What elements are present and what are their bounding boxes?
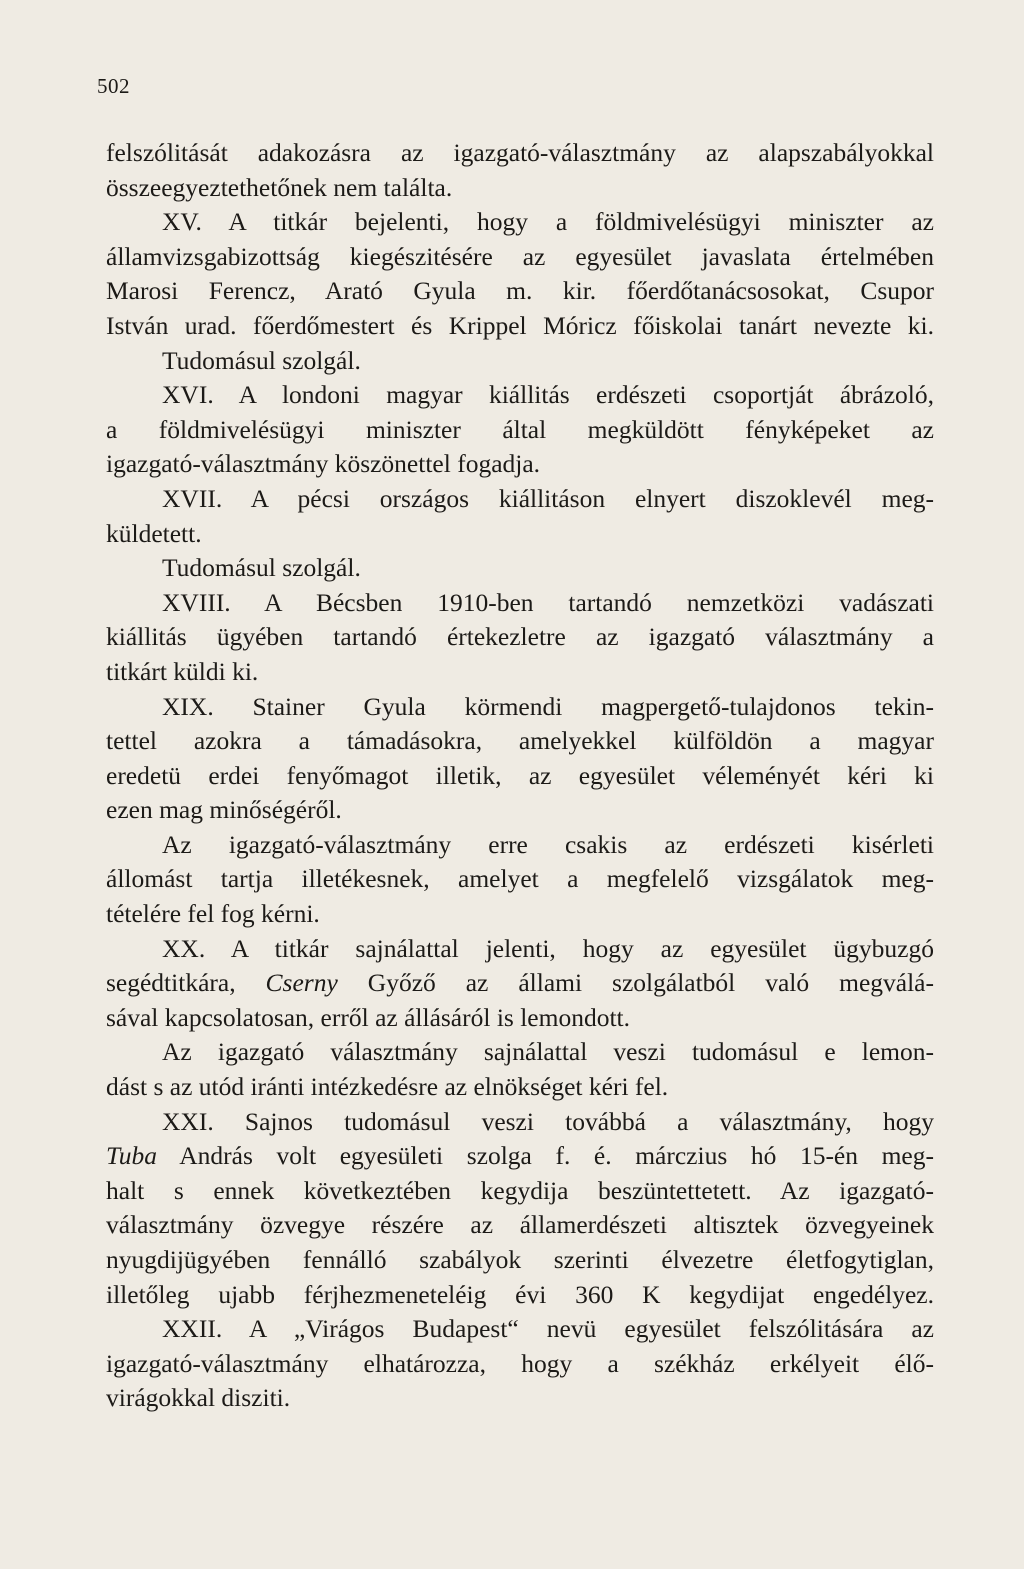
text-line: XXII. A „Virágos Budapest“ nevü egyesület felszólitására az <box>162 1314 934 1344</box>
text-line: ezen mag minőségéről. <box>106 795 342 825</box>
text-line: XVI. A londoni magyar kiállitás erdészeti csoportját ábrázoló, <box>162 380 934 410</box>
text-line: XIX. Stainer Gyula körmendi magpergető-tulajdonos tekin- <box>162 691 934 721</box>
text-line: XVIII. A Bécsben 1910-ben tartandó nemzetközi vadászati <box>162 587 934 617</box>
body-text <box>106 136 934 1416</box>
text-line: választmány özvegye részére az államerdészeti altisztek özvegyeinek <box>106 1210 934 1240</box>
text-line: XXI. Sajnos tudomásul veszi továbbá a választmány, hogy <box>162 1106 934 1136</box>
text-line: összeegyeztethetőnek nem találta. <box>106 172 453 202</box>
text-line: XVII. A pécsi országos kiállitáson elnyert diszoklevél meg- <box>162 483 934 513</box>
text-line: halt s ennek következtében kegydija beszüntettetett. Az igazgató- <box>106 1175 934 1205</box>
text-line: eredetü erdei fenyőmagot illetik, az egyesület véleményét kéri ki <box>106 760 934 790</box>
text-line: tettel azokra a támadásokra, amelyekkel külföldön a magyar <box>106 726 934 756</box>
text-line: Tuba András volt egyesületi szolga f. é. márczius hó 15-én meg- <box>106 1141 934 1171</box>
text-line: sával kapcsolatosan, erről az állásáról is lemondott. <box>106 1002 630 1032</box>
italic-name: Cserny <box>265 968 338 998</box>
text-line: nyugdijügyében fennálló szabályok szerinti élvezetre életfogytiglan, <box>106 1245 934 1274</box>
text-line: XX. A titkár sajnálattal jelenti, hogy az egyesület ügybuzgó <box>162 933 934 963</box>
text-line: állomást tartja illetékesnek, amelyet a megfelelő vizsgálatok meg- <box>106 864 934 894</box>
text-line: titkárt küldi ki. <box>106 656 259 686</box>
italic-name: Tuba <box>106 1141 158 1171</box>
text-line: a földmivelésügyi miniszter által megküldött fényképeket az <box>106 414 934 444</box>
text-line: Az igazgató választmány sajnálattal veszi tudomásul e lemon- <box>162 1037 934 1067</box>
text-line: tételére fel fog kérni. <box>106 899 320 929</box>
text-line: István urad. főerdőmestert és Krippel Móricz főiskolai tanárt nevezte ki. <box>106 310 934 340</box>
text-line: igazgató-választmány elhatározza, hogy a székház erkélyeit élő- <box>106 1348 934 1378</box>
text-line: segédtitkára, Cserny Győző az állami szolgálatból való megválá- <box>106 968 934 998</box>
text-line: felszólitását adakozásra az igazgató-választmány az alapszabályokkal <box>106 138 934 167</box>
text-line: államvizsgabizottság kiegészitésére az egyesület javaslata értelmében <box>106 241 934 271</box>
text-line: küldetett. <box>106 518 202 548</box>
text-line: kiállitás ügyében tartandó értekezletre az igazgató választmány a <box>106 622 934 652</box>
page-number: 502 <box>97 74 130 98</box>
text-line: illetőleg ujabb férjhezmeneteléig évi 360 K kegydijat engedélyez. <box>106 1279 934 1309</box>
text-line: Marosi Ferencz, Arató Gyula m. kir. főerdőtanácsosokat, Csupor <box>106 276 934 306</box>
text-line: Tudomásul szolgál. <box>162 553 361 583</box>
text-line: dást s az utód iránti intézkedésre az elnökséget kéri fel. <box>106 1072 669 1102</box>
text-line: igazgató-választmány köszönettel fogadja. <box>106 449 541 479</box>
text-line: virágokkal disziti. <box>106 1383 291 1413</box>
text-line: Tudomásul szolgál. <box>162 345 361 375</box>
text-line: XV. A titkár bejelenti, hogy a földmivelésügyi miniszter az <box>162 207 934 237</box>
text-line: Az igazgató-választmány erre csakis az erdészeti kisérleti <box>162 829 934 859</box>
